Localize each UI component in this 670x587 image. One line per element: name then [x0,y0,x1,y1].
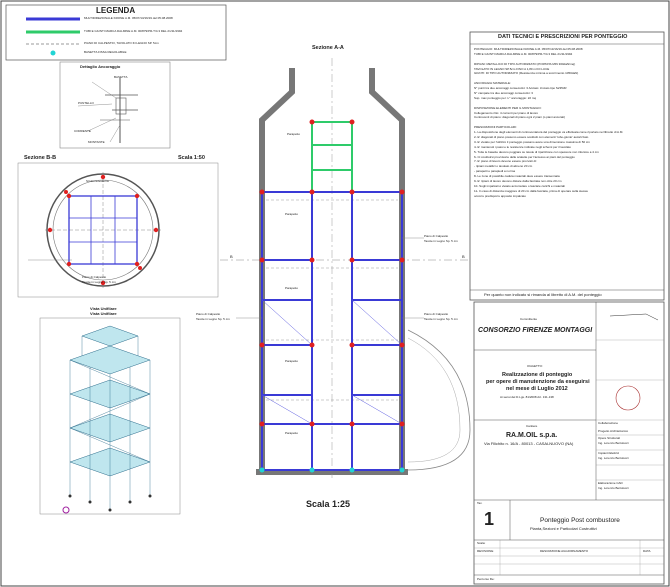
side-name-0: Ing. Lorenzo Bertolucci [598,441,629,445]
scala-label: Scala: [477,541,486,545]
ancoraggio-label-montante: MONTANTE [88,140,105,144]
parapetto-label-4: Parapetto [285,359,299,363]
aa-piano-left-2: Tavole in Legno Sp. 5 cm [196,317,230,321]
drawing-title: Ponteggio Post combustore [540,517,620,524]
dati-line: DISPOSIZIONE ELEMENTI PER IL MONTAGGIO: [474,105,542,110]
sezione-aa [236,58,470,478]
side-label-2: Opere Strutturali [598,436,621,440]
bb-piano-note-2: Tavole in Legno Sp. 5 cm [82,280,116,284]
legend-title: LEGENDA [96,6,136,15]
ancoraggio-label-corrente: CORRENTE [74,129,91,133]
dati-line: 6- Ci costituirsi provvisorie delle scalette per l'accesso ai piani del ponteggio [474,154,575,159]
dati-line: Sup. max ponteggio per n.° ancoraggio: 22 mq [474,95,537,100]
dati-line: 2- E' diagonali di piano possono essere sostituiti con elementi 'tubo-giunto' autorizzato [474,135,589,140]
tav-number: 1 [484,509,495,529]
dati-line: Collegamento ritto: 4 correnti per piano di lavoro [474,110,539,115]
committente-name: CONSORZIO FIRENZE MONTAGGI [478,327,593,334]
side-name-3: Ing. Lorenzo Bertolucci [598,486,629,490]
sezione-aa-title: Sezione A-A [312,45,344,51]
dati-line: 10- Sugli impalcati è vietato accumulare o lasciare carichi e materiali [474,183,565,188]
dati-line: 11- In caso di distanza maggiore di 20 cm dalla facciata, prima di operare sulla stessa [474,188,588,193]
dati-line: 9- E' ripiani di lavoro devono distare dalla facciata non oltre 20 cm [474,179,562,184]
bb-piano-note-1: Piano di Calpestio [82,275,107,279]
oggetto-line-3: nel mese di Luglio 2012 [506,386,568,392]
dati-line: 8- Le zone di possibile caduta materiali deve essere transennata [474,174,560,179]
legend-item-blue: MULTIDIREZIONALE KRONE A.M. 05/07/13/16/19 del 05.08.2008 [84,16,173,20]
aa-piano-right-2: Tavole in Legno Sp. 5 cm [424,317,458,321]
oggetto-line-2: per opere di manutenzione da eseguirsi [486,379,590,385]
sezione-bb-title: Sezione B-B [24,155,57,161]
parapetto-label-2: Parapetto [285,212,299,216]
dati-line: - parapetti e parapiedi a norma [474,169,516,174]
oggetto-note: Ai sensi del D.Lgs. 81/2008 Art. 131-138 [500,395,554,399]
dati-line: Controventi di piano: diagonali di piano ogni 2 piani (o piani ancorati) [474,115,566,120]
legend-item-dash: PIANO DI CALPESTIO, TAVOLATO IN LEGNO SP. 5cm [84,41,159,45]
side-name-1: Ing. Lorenzo Bertolucci [598,456,629,460]
dati-line: 5- Tutte le basette devono poggiare su tavole di ripartizione con spessore non inferiore a 4 cm [474,149,599,154]
dati-line: TAVOLATO IN LEGNO SP.5cm FINO A 1,80 ml DI LUCE [474,66,550,71]
dati-line: GIUNTI: DI TIPO AUTORIZZATO (Resistenza minima a scorrimento 1050daN) [474,71,579,76]
revision-col-2: DATA [643,549,651,553]
dati-line: 4- E' mantenuti i passi e le resistenze indicate negli schemi per il tavolato [474,144,571,149]
vista-title-1: Vista Unifilare [90,306,117,311]
committente-label: Committente [520,317,538,321]
dati-line: N° punti tra due ancoraggi consecutivi: 3 Acciaio: zincato tipo S235JR [474,86,567,91]
b-mark-right: B [462,254,465,259]
struttura-esterna-label: Struttura Esterna [86,179,109,183]
b-mark-left: B [230,254,233,259]
dati-footer: Per quanto non indicato si rimanda al libretto di A.M. del ponteggio [484,292,602,297]
parapetto-label-5: Parapetto [285,431,299,435]
dati-line: 3- E' vietato per l'utilizzo il ponteggio possano avere una dimensione massima di 50 cm [474,139,590,144]
dati-line: PRESCRIZIONI PARTICOLARI: [474,125,517,130]
aa-piano-right-top-2: Tavole in Legno Sp. 5 cm [424,239,458,243]
aa-piano-right-1: Piano di Calpestio [424,312,449,316]
cantiere-label: Cantiere [526,424,538,428]
vista-unifilare [40,318,180,514]
dati-line: occorre predisporre apposito impalcato [474,193,526,198]
oggetto-label: OGGETTO: [527,364,543,368]
sezione-bb-plan [18,163,218,297]
dati-line: TUBI E GIUNTI MARCA DALMINE A.M. 00/879/PR-T/4.3 DEL 21/11/1994 [474,51,573,56]
parapetto-label-1: Parapetto [287,132,301,136]
side-label-3: Impianti Elettrici [598,451,620,455]
dati-lines [474,47,662,199]
vista-title-2: Vista Unifilare [90,311,117,316]
dati-line: ANCORAGGI MATERIALE: [474,81,511,86]
legend-item-green: TUBI E GIUNTI MARCA DALMINE A.M. 00/879/PR-T/4.3 DEL 21/11/1994 [84,29,183,33]
ancoraggio-title: Dettaglio Ancoraggio [80,64,121,69]
bottom-note: Percorso file: [477,577,495,581]
side-label-4: Elaborazione CAD [598,481,623,485]
dati-title: DATI TECNICI E PRESCRIZIONI PER PONTEGGIO [498,34,628,40]
ancoraggio-label-puntello: PUNTELLO [78,101,94,105]
side-label-1: Progetto Architettonico [598,429,629,433]
sezione-bb-scale: Scala 1:50 [178,155,205,161]
aa-piano-right-top-1: Piano di Calpestio [424,234,449,238]
legend-dot-cyan [51,51,56,56]
dati-line: 7- E' piano di lavoro devono essere provvisti di: [474,159,537,164]
dati-line: RIPIANI: METALLICO DI TIPO AUTORIZZATO (PORTATA MIN 300daN/mq) [474,61,576,66]
drawing-subtitle: Pianta,Sezioni e Particolari Costruttivi [530,526,597,531]
revision-col-0: REVISIONE [477,549,494,553]
side-label-0: Collaborazione [598,421,619,425]
oggetto-line-1: Realizzazione di ponteggio [502,372,573,378]
dati-line: PONTEGGIO: MULTIDIREZIONALE KRONE A.M. 05/07/13/16/19 del 05.08.2008 [474,47,583,51]
parapetto-label-3: Parapetto [285,286,299,290]
tav-label: Tav. [477,501,483,505]
aa-piano-left-1: Piano di Calpestio [196,312,221,316]
dati-line: N° campate tra due ancoraggi consecutivi: 3 [474,91,533,96]
sezione-aa-scale: Scala 1:25 [306,499,351,509]
revision-col-1: DESCRIZIONE AGGIORNAMENTO [540,549,589,553]
cantiere-name: RA.M.OIL s.p.a. [506,432,558,439]
ancoraggio-label-basetta: BASETTA [114,75,128,79]
cantiere-address: Via Filichito n. 16/A - 80013 - CASALNUOVO (NA) [484,441,574,446]
legend-item-dot: BASETTA FISSA REGOLABILE [84,50,127,54]
dati-line: - ripiani metallici o tavolato di almeno 20 cm [474,164,533,169]
dati-line: 1- La disposizione degli elementi di controventatura del ponteggio va effettuata come riportato nel libretto di A.M. [474,130,624,135]
